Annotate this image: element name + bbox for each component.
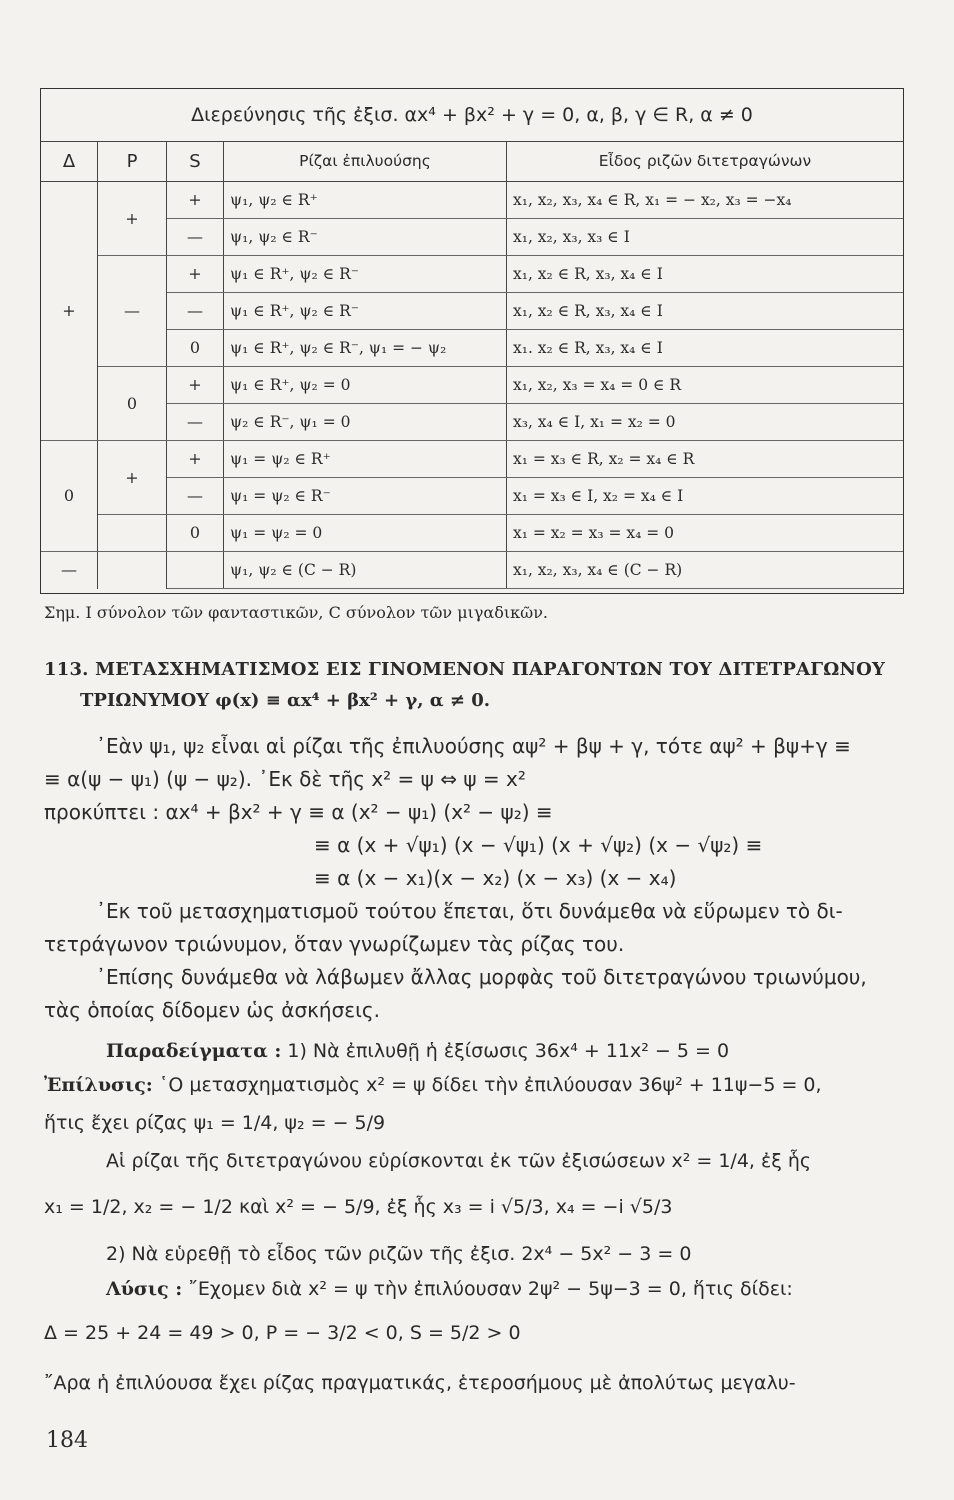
cell-s: + (167, 367, 224, 404)
cell-kind: x₁, x₂, x₃, x₄ ∈ (C − R) (507, 552, 904, 589)
body-line: ≡ α (x − x₁)(x − x₂) (x − x₃) (x − x₄) (314, 866, 677, 890)
body-line: τὰς ὁποίας δίδομεν ὡς ἀσκήσεις. (44, 998, 380, 1022)
solution-1-roots: ἥτις ἔχει ρίζας ψ₁ = 1/4, ψ₂ = − 5/9 (44, 1112, 386, 1134)
solution-1-values: x₁ = 1/2, x₂ = − 1/2 καὶ x² = − 5/9, ἐξ ἧς x₃ = i √5/3, x₄ = −i √5/3 (44, 1196, 673, 1218)
table-row (41, 367, 903, 404)
cell-roots: ψ₁, ψ₂ ∈ R⁺ (224, 182, 507, 219)
solution-2-conclusion: ῎Αρα ἡ ἐπιλύουσα ἔχει ρίζας πραγματικάς, ἑτεροσήμους μὲ ἀπολύτως μεγαλυ- (44, 1372, 796, 1394)
cell-roots: ψ₁, ψ₂ ∈ R⁻ (224, 219, 507, 256)
cell-s: + (167, 256, 224, 293)
cell-kind: x₁, x₂ ∈ R, x₃, x₄ ∈ I (507, 256, 904, 293)
table-row (41, 404, 903, 441)
solution-2-values: Δ = 25 + 24 = 49 > 0, P = − 3/2 < 0, S = 5/2 > 0 (44, 1322, 521, 1344)
cell-roots: ψ₁ ∈ R⁺, ψ₂ ∈ R⁻ (224, 293, 507, 330)
table-header-row (41, 141, 903, 182)
cell-roots: ψ₂ ∈ R⁻, ψ₁ = 0 (224, 404, 507, 441)
group-p-plus-1: + (98, 182, 167, 256)
table-row (41, 219, 903, 256)
table-grid (41, 141, 903, 589)
examples-label: Παραδείγματα : (106, 1040, 282, 1062)
body-line: ᾿Επίσης δυνάμεθα νὰ λάβωμεν ἄλλας μορφὰς τοῦ διτετραγώνου τριωνύμου, (96, 965, 867, 989)
example-2: 2) Νὰ εὑρεθῇ τὸ εἶδος τῶν ριζῶν τῆς ἐξισ. 2x⁴ − 5x² − 3 = 0 (106, 1243, 692, 1265)
cell-kind: x₁, x₂, x₃ = x₄ = 0 ∈ R (507, 367, 904, 404)
cell-s: — (167, 219, 224, 256)
group-p-blank (98, 515, 167, 552)
cell-roots: ψ₁ ∈ R⁺, ψ₂ ∈ R⁻, ψ₁ = − ψ₂ (224, 330, 507, 367)
solution-1-equations: Αἱ ρίζαι τῆς διτετραγώνου εὑρίσκονται ἐκ τῶν ἐξισώσεων x² = 1/4, ἐξ ἧς (106, 1150, 812, 1172)
page-number: 184 (46, 1428, 88, 1453)
solution-1-text: ῾Ο μετασχηματισμὸς x² = ψ δίδει τὴν ἐπιλύουσαν 36ψ² + 11ψ−5 = 0, (158, 1074, 822, 1096)
solution-2-text: ῎Εχομεν διὰ x² = ψ τὴν ἐπιλύουσαν 2ψ² − 5ψ−3 = 0, ἥτις δίδει: (188, 1278, 793, 1300)
cell-kind: x₁, x₂, x₃, x₃ ∈ I (507, 219, 904, 256)
table-row (41, 293, 903, 330)
group-p-zero: 0 (98, 367, 167, 441)
table-row (41, 330, 903, 367)
body-line: ᾿Εκ τοῦ μετασχηματισμοῦ τούτου ἕπεται, ὅτι δυνάμεθα νὰ εὕρωμεν τὸ δι- (96, 899, 843, 923)
cell-kind: x₁. x₂ ∈ R, x₃, x₄ ∈ I (507, 330, 904, 367)
header-p: P (98, 141, 167, 182)
cell-roots: ψ₁ ∈ R⁺, ψ₂ ∈ R⁻ (224, 256, 507, 293)
body-line: ≡ α (x + √ψ₁) (x − √ψ₁) (x + √ψ₂) (x − √ψ₂) ≡ (314, 833, 763, 857)
section-subtitle: ΤΡΙΩΝΥΜΟΥ φ(x) ≡ αx⁴ + βx² + γ, α ≠ 0. (80, 690, 491, 711)
cell-s: — (167, 293, 224, 330)
cell-s: + (167, 441, 224, 478)
cell-s: 0 (167, 515, 224, 552)
header-delta: Δ (41, 141, 98, 182)
table-row (41, 478, 903, 515)
group-p-plus-2: + (98, 441, 167, 515)
example-1 (106, 1040, 729, 1062)
group-delta-plus: + (41, 182, 98, 441)
cell-s: + (167, 182, 224, 219)
cell-s: 0 (167, 330, 224, 367)
body-line: τετράγωνον τριώνυμον, ὅταν γνωρίζωμεν τὰς ρίζας του. (44, 932, 625, 956)
solution-2 (106, 1278, 793, 1300)
discussion-table (40, 88, 904, 594)
cell-roots: ψ₁ = ψ₂ = 0 (224, 515, 507, 552)
body-line: ᾿Εὰν ψ₁, ψ₂ εἶναι αἱ ρίζαι τῆς ἐπιλυούσης αψ² + βψ + γ, τότε αψ² + βψ+γ ≡ (96, 734, 851, 758)
header-s: S (167, 141, 224, 182)
solution-2-label: Λύσις : (106, 1278, 183, 1300)
group-p-empty (98, 552, 167, 589)
group-delta-minus: — (41, 552, 98, 589)
cell-s: — (167, 404, 224, 441)
table-row (41, 256, 903, 293)
cell-roots: ψ₁ = ψ₂ ∈ R⁻ (224, 478, 507, 515)
group-p-minus: — (98, 256, 167, 367)
example-1-text: 1) Νὰ ἐπιλυθῇ ἡ ἐξίσωσις 36x⁴ + 11x² − 5 = 0 (287, 1040, 730, 1062)
solution-1 (44, 1074, 822, 1096)
body-line: προκύπτει : αx⁴ + βx² + γ ≡ α (x² − ψ₁) (x² − ψ₂) ≡ (44, 800, 553, 824)
cell-kind: x₁ = x₃ ∈ I, x₂ = x₄ ∈ I (507, 478, 904, 515)
table-row (41, 441, 903, 478)
table-title: Διερεύνησις τῆς ἐξισ. αx⁴ + βx² + γ = 0, α, β, γ ∈ R, α ≠ 0 (41, 89, 903, 142)
header-roots: Ρίζαι ἐπιλυούσης (224, 141, 507, 182)
cell-roots: ψ₁ = ψ₂ ∈ R⁺ (224, 441, 507, 478)
cell-kind: x₁, x₂, x₃, x₄ ∈ R, x₁ = − x₂, x₃ = −x₄ (507, 182, 904, 219)
cell-s (167, 552, 224, 589)
section-title: 113. ΜΕΤΑΣΧΗΜΑΤΙΣΜΟΣ ΕΙΣ ΓΙΝΟΜΕΝΟΝ ΠΑΡΑΓΟΝΤΩΝ ΤΟΥ ΔΙΤΕΤΡΑΓΩΝΟΥ (44, 659, 886, 680)
cell-roots: ψ₁ ∈ R⁺, ψ₂ = 0 (224, 367, 507, 404)
cell-kind: x₃, x₄ ∈ I, x₁ = x₂ = 0 (507, 404, 904, 441)
group-delta-zero: 0 (41, 441, 98, 552)
table-row (41, 515, 903, 552)
table-note: Σημ. I σύνολον τῶν φανταστικῶν, C σύνολον τῶν μιγαδικῶν. (44, 603, 548, 622)
table-row (41, 182, 903, 219)
table-row (41, 552, 903, 589)
body-line: ≡ α(ψ − ψ₁) (ψ − ψ₂). ᾿Εκ δὲ τῆς x² = ψ ⇔ ψ = x² (44, 767, 526, 791)
cell-kind: x₁ = x₂ = x₃ = x₄ = 0 (507, 515, 904, 552)
cell-s: — (167, 478, 224, 515)
solution-label: Ἐπίλυσις: (44, 1074, 153, 1096)
header-kind: Εἶδος ριζῶν διτετραγώνων (507, 141, 904, 182)
cell-kind: x₁ = x₃ ∈ R, x₂ = x₄ ∈ R (507, 441, 904, 478)
cell-kind: x₁, x₂ ∈ R, x₃, x₄ ∈ I (507, 293, 904, 330)
cell-roots: ψ₁, ψ₂ ∈ (C − R) (224, 552, 507, 589)
